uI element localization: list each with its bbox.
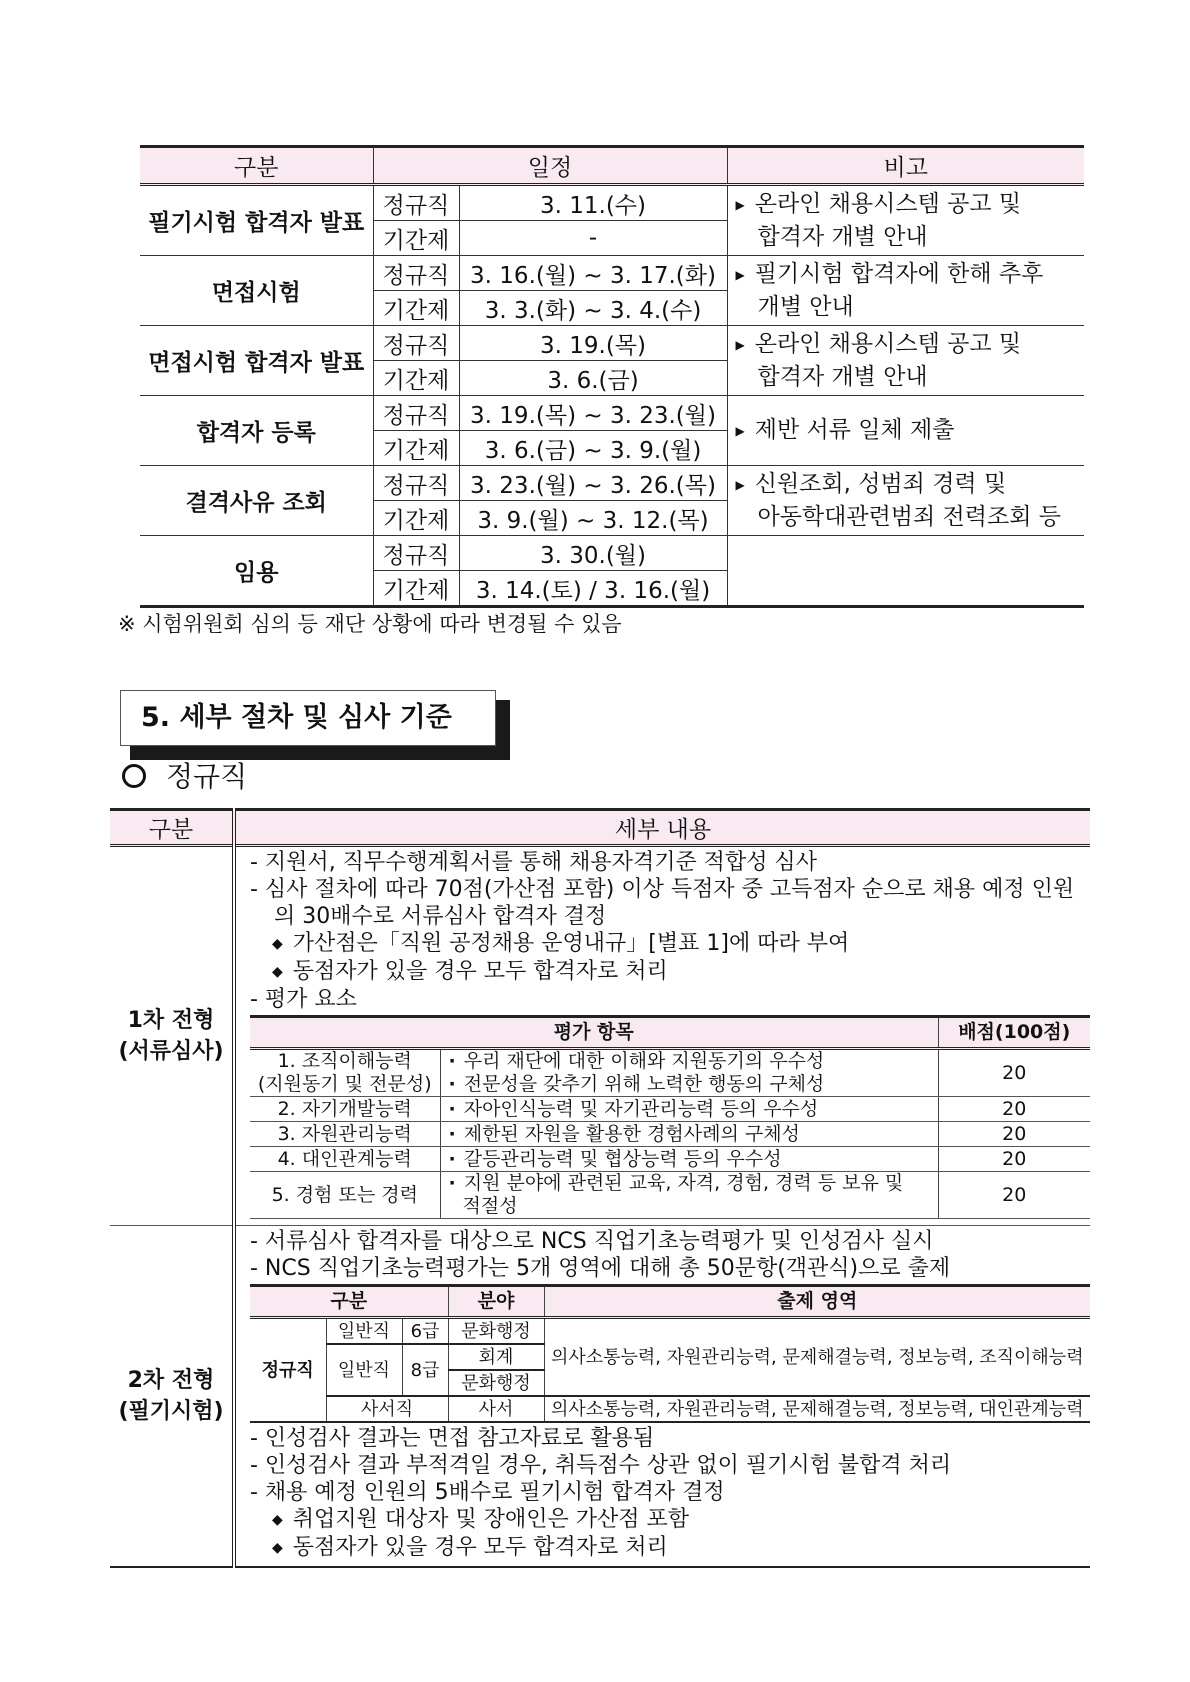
schedule-regular-date: 3. 11.(수) <box>459 185 727 221</box>
exam-field: 문화행정 <box>448 1318 544 1345</box>
evaluation-score: 20 <box>938 1122 1090 1147</box>
evaluation-desc-line1: · 지원 분야에 관련된 교육, 자격, 경험, 경력 등 보유 및 <box>449 1172 938 1195</box>
evaluation-row <box>250 1147 1090 1172</box>
schedule-note-line1: 신원조회, 성범죄 경력 및 <box>754 471 1007 498</box>
schedule-note-line1: 온라인 채용시스템 공고 및 <box>754 191 1022 218</box>
schedule-contract-label: 기간제 <box>373 571 459 607</box>
evaluation-desc <box>440 1147 938 1172</box>
schedule-note-line2: 합격자 개별 안내 <box>757 223 928 250</box>
stage2-line4: - 인성검사 결과 부적격일 경우, 취득점수 상관 없이 필기시험 불합격 처리 <box>250 1453 952 1478</box>
schedule-regular-label: 정규직 <box>373 396 459 431</box>
schedule-note <box>727 396 1084 466</box>
stage1-line1: - 지원서, 직무수행계획서를 통해 채용자격기준 적합성 심사 <box>250 850 817 875</box>
evaluation-item-line1: 1. 조직이해능력 <box>277 1050 412 1072</box>
subheading-text: 정규직 <box>166 760 248 793</box>
stage1-name <box>110 846 234 1226</box>
schedule-contract-date: 3. 9.(월) ~ 3. 12.(목) <box>459 501 727 536</box>
exam-header-category: 구분 <box>250 1286 448 1318</box>
schedule-note-line1: 제반 서류 일체 제출 <box>754 417 955 444</box>
evaluation-item: 2. 자기개발능력 <box>250 1097 440 1122</box>
evaluation-desc-line1: · 우리 재단에 대한 이해와 지원동기의 우수성 <box>449 1050 938 1073</box>
schedule-note-line2: 개별 안내 <box>757 293 854 320</box>
stage2-name-line2: (필기시험) <box>118 1399 224 1424</box>
exam-area: 의사소통능력, 자원관리능력, 문제해결능력, 정보능력, 조직이해능력 <box>544 1318 1090 1397</box>
stage1-name-line1: 1차 전형 <box>127 1008 215 1033</box>
schedule-category: 면접시험 <box>140 256 373 326</box>
procedure-header-content: 세부 내용 <box>234 810 1090 846</box>
stage1-bullet2: ◆ 동점자가 있을 경우 모두 합격자로 처리 <box>250 958 1090 986</box>
circle-bullet-icon <box>122 764 146 788</box>
schedule-regular-date: 3. 30.(월) <box>459 536 727 571</box>
schedule-header-row <box>140 147 1084 185</box>
triangle-bullet-icon: ▶ <box>735 337 745 352</box>
evaluation-header-row <box>250 1017 1090 1049</box>
evaluation-desc-line2: 적절성 <box>462 1195 518 1217</box>
evaluation-item: 5. 경험 또는 경력 <box>250 1172 440 1219</box>
evaluation-item: 3. 자원관리능력 <box>250 1122 440 1147</box>
evaluation-item-line2: (지원동기 및 전문성) <box>257 1073 432 1095</box>
evaluation-header-score: 배점(100점) <box>938 1017 1090 1049</box>
schedule-contract-date: 3. 14.(토) / 3. 16.(월) <box>459 571 727 607</box>
procedure-header-category: 구분 <box>110 810 234 846</box>
evaluation-table <box>250 1015 1090 1219</box>
schedule-row <box>140 396 1084 431</box>
evaluation-header-item: 평가 항목 <box>250 1017 938 1049</box>
schedule-note <box>727 326 1084 396</box>
exam-grade: 6급 <box>402 1318 448 1345</box>
evaluation-score: 20 <box>938 1147 1090 1172</box>
stage1-bullet1: ◆ 가산점은「직원 공정채용 운영내규」[별표 1]에 따라 부여 <box>250 930 1090 958</box>
triangle-bullet-icon: ▶ <box>735 267 745 282</box>
schedule-contract-label: 기간제 <box>373 291 459 326</box>
schedule-row <box>140 466 1084 501</box>
stage2-content <box>234 1226 1090 1568</box>
evaluation-desc-line2: · 전문성을 갖추기 위해 노력한 행동의 구체성 <box>449 1073 938 1096</box>
procedure-row-stage1 <box>110 846 1090 1226</box>
evaluation-desc-line1: · 제한된 자원을 활용한 경험사례의 구체성 <box>449 1123 938 1146</box>
schedule-contract-label: 기간제 <box>373 431 459 466</box>
schedule-regular-date: 3. 23.(월) ~ 3. 26.(목) <box>459 466 727 501</box>
schedule-contract-date: 3. 6.(금) <box>459 361 727 396</box>
schedule-note <box>727 256 1084 326</box>
evaluation-desc-line1: · 갈등관리능력 및 협상능력 등의 우수성 <box>449 1148 938 1171</box>
exam-row <box>250 1318 1090 1345</box>
exam-group: 정규직 <box>250 1318 326 1423</box>
exam-job: 일반직 <box>326 1344 402 1396</box>
stage2-name-line1: 2차 전형 <box>127 1368 215 1393</box>
evaluation-score: 20 <box>938 1049 1090 1097</box>
schedule-note-line1: 온라인 채용시스템 공고 및 <box>754 331 1022 358</box>
exam-table <box>250 1284 1090 1423</box>
exam-field: 문화행정 <box>448 1370 544 1396</box>
evaluation-row <box>250 1049 1090 1097</box>
stage1-content <box>234 846 1090 1226</box>
stage2-line3: - 인성검사 결과는 면접 참고자료로 활용됨 <box>250 1426 655 1451</box>
procedure-table <box>110 808 1090 1568</box>
schedule-regular-date: 3. 19.(목) <box>459 326 727 361</box>
stage1-name-line2: (서류심사) <box>118 1039 224 1064</box>
stage2-bullet1: ◆ 취업지원 대상자 및 장애인은 가산점 포함 <box>250 1506 1090 1534</box>
schedule-regular-label: 정규직 <box>373 256 459 291</box>
subheading <box>122 755 247 795</box>
schedule-category: 필기시험 합격자 발표 <box>140 185 373 256</box>
schedule-regular-date: 3. 19.(목) ~ 3. 23.(월) <box>459 396 727 431</box>
evaluation-item <box>250 1049 440 1097</box>
schedule-category: 결격사유 조회 <box>140 466 373 536</box>
schedule-header-date: 일정 <box>373 147 727 185</box>
stage2-line1: - 서류심사 합격자를 대상으로 NCS 직업기초능력평가 및 인성검사 실시 <box>250 1229 934 1254</box>
stage2-bullet2: ◆ 동점자가 있을 경우 모두 합격자로 처리 <box>250 1534 1090 1562</box>
section-title: 5. 세부 절차 및 심사 기준 <box>120 690 496 746</box>
schedule-regular-date: 3. 16.(월) ~ 3. 17.(화) <box>459 256 727 291</box>
schedule-row <box>140 185 1084 221</box>
exam-job: 사서직 <box>326 1396 448 1422</box>
triangle-bullet-icon: ▶ <box>735 197 745 212</box>
schedule-contract-date: 3. 6.(금) ~ 3. 9.(월) <box>459 431 727 466</box>
exam-grade: 8급 <box>402 1344 448 1396</box>
schedule-row <box>140 256 1084 291</box>
schedule-category: 면접시험 합격자 발표 <box>140 326 373 396</box>
schedule-category: 임용 <box>140 536 373 607</box>
schedule-note <box>727 536 1084 607</box>
schedule-contract-date: - <box>459 221 727 256</box>
exam-header-area: 출제 영역 <box>544 1286 1090 1318</box>
exam-job: 일반직 <box>326 1318 402 1345</box>
exam-field: 사서 <box>448 1396 544 1422</box>
evaluation-desc-line1: · 자아인식능력 및 자기관리능력 등의 우수성 <box>449 1098 938 1121</box>
triangle-bullet-icon: ▶ <box>735 423 745 438</box>
schedule-footnote: ※ 시험위원회 심의 등 재단 상황에 따라 변경될 수 있음 <box>118 612 622 636</box>
evaluation-row <box>250 1122 1090 1147</box>
schedule-row <box>140 536 1084 571</box>
exam-area: 의사소통능력, 자원관리능력, 문제해결능력, 정보능력, 대인관계능력 <box>544 1396 1090 1422</box>
schedule-note-line1: 필기시험 합격자에 한해 추후 <box>754 261 1044 288</box>
schedule-category: 합격자 등록 <box>140 396 373 466</box>
schedule-note-line2: 합격자 개별 안내 <box>757 363 928 390</box>
schedule-note-line2: 아동학대관련범죄 전력조회 등 <box>757 503 1061 530</box>
stage1-line3: - 평가 요소 <box>250 987 357 1012</box>
schedule-regular-label: 정규직 <box>373 536 459 571</box>
procedure-header-row <box>110 810 1090 846</box>
procedure-row-stage2 <box>110 1226 1090 1568</box>
schedule-regular-label: 정규직 <box>373 326 459 361</box>
schedule-header-note: 비고 <box>727 147 1084 185</box>
triangle-bullet-icon: ▶ <box>735 477 745 492</box>
evaluation-item: 4. 대인관계능력 <box>250 1147 440 1172</box>
schedule-contract-label: 기간제 <box>373 221 459 256</box>
evaluation-desc <box>440 1172 938 1219</box>
schedule-contract-label: 기간제 <box>373 361 459 396</box>
exam-row <box>250 1396 1090 1422</box>
schedule-header-category: 구분 <box>140 147 373 185</box>
stage1-line2: - 심사 절차에 따라 70점(가산점 포함) 이상 득점자 중 고득점자 순으로 채용 예정 인원의 30배수로 서류심사 합격자 결정 <box>250 877 1075 929</box>
evaluation-row <box>250 1097 1090 1122</box>
stage2-name <box>110 1226 234 1568</box>
exam-header-field: 분야 <box>448 1286 544 1318</box>
stage2-line5: - 채용 예정 인원의 5배수로 필기시험 합격자 결정 <box>250 1480 725 1505</box>
schedule-table <box>140 145 1084 608</box>
exam-header-row <box>250 1286 1090 1318</box>
schedule-regular-label: 정규직 <box>373 185 459 221</box>
stage2-line2: - NCS 직업기초능력평가는 5개 영역에 대해 총 50문항(객관식)으로 출제 <box>250 1256 951 1281</box>
evaluation-score: 20 <box>938 1172 1090 1219</box>
schedule-regular-label: 정규직 <box>373 466 459 501</box>
schedule-row <box>140 326 1084 361</box>
schedule-note <box>727 185 1084 256</box>
exam-field: 회계 <box>448 1344 544 1370</box>
evaluation-row <box>250 1172 1090 1219</box>
evaluation-desc <box>440 1122 938 1147</box>
schedule-note <box>727 466 1084 536</box>
schedule-contract-label: 기간제 <box>373 501 459 536</box>
evaluation-desc <box>440 1049 938 1097</box>
schedule-contract-date: 3. 3.(화) ~ 3. 4.(수) <box>459 291 727 326</box>
evaluation-score: 20 <box>938 1097 1090 1122</box>
evaluation-desc <box>440 1097 938 1122</box>
